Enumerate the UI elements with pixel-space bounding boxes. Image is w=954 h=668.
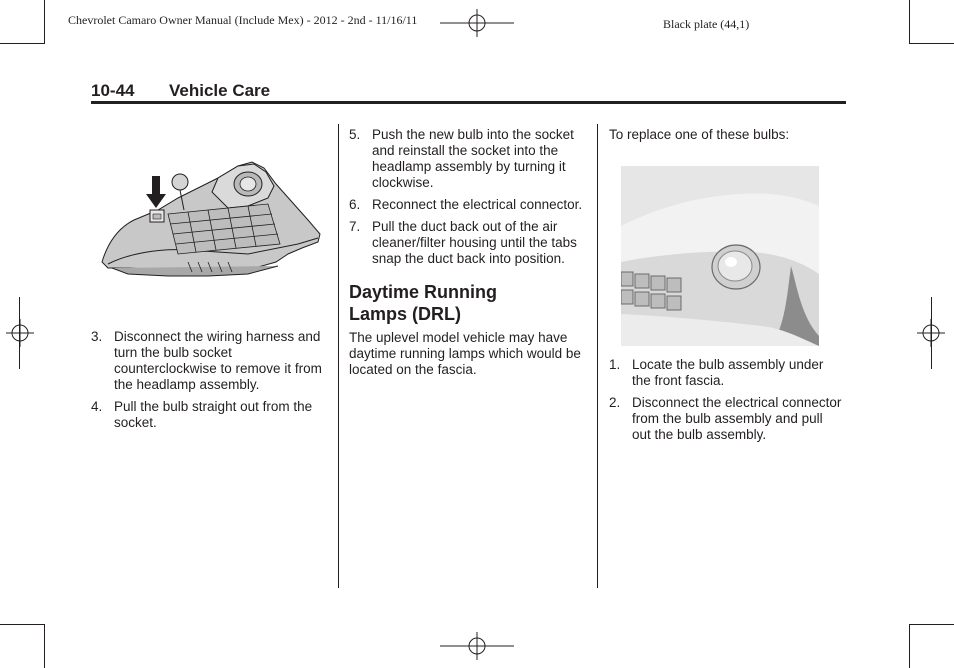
- step-text: Pull the bulb straight out from the socket.: [114, 399, 313, 430]
- registration-line: [19, 297, 20, 369]
- crop-mark: [910, 43, 954, 44]
- step-number: 7.: [349, 219, 361, 234]
- column-2: [349, 127, 585, 378]
- step-list: [349, 127, 585, 267]
- column-1: [91, 329, 327, 437]
- column-3: [609, 127, 845, 143]
- crop-mark: [909, 0, 910, 44]
- step-number: 3.: [91, 329, 103, 344]
- crop-mark: [44, 0, 45, 44]
- step-text: Disconnect the electrical connector from the bulb assembly and pull out the bulb assembly.: [632, 395, 842, 442]
- crop-mark: [0, 43, 44, 44]
- step-number: 6.: [349, 197, 361, 212]
- registration-line: [440, 22, 514, 24]
- crop-mark: [0, 624, 44, 625]
- plate-info-left: Chevrolet Camaro Owner Manual (Include Mex) - 2012 - 2nd - 11/16/11: [68, 13, 418, 27]
- list-item: [609, 357, 845, 389]
- step-text: Push the new bulb into the socket and reinstall the socket into the headlamp assembly by turning it clockwise.: [372, 127, 574, 190]
- page-header: [91, 81, 270, 101]
- crop-mark: [44, 624, 45, 668]
- column-3-steps: [609, 357, 845, 449]
- list-item: [91, 329, 327, 393]
- plate-info-right: Black plate (44,1): [663, 17, 750, 31]
- step-number: 4.: [91, 399, 103, 414]
- step-text: Locate the bulb assembly under the front fascia.: [632, 357, 824, 388]
- registration-line: [440, 645, 514, 647]
- step-text: Pull the duct back out of the air cleaner/filter housing until the tabs snap the duct back into position.: [372, 219, 577, 266]
- registration-line: [931, 297, 932, 369]
- crop-mark: [909, 624, 910, 668]
- step-text: Reconnect the electrical connector.: [372, 197, 583, 212]
- list-item: [609, 395, 845, 443]
- registration-mark-icon: [6, 319, 34, 347]
- step-text: Disconnect the wiring harness and turn the bulb socket counterclockwise to remove it from the headlamp assembly.: [114, 329, 322, 392]
- list-item: [349, 197, 585, 213]
- list-item: [349, 219, 585, 267]
- section-body: The uplevel model vehicle may have daytime running lamps which would be located on the fascia.: [349, 330, 581, 377]
- list-item: [349, 127, 585, 191]
- list-item: [91, 399, 327, 431]
- section-name: Vehicle Care: [169, 81, 271, 100]
- step-number: 5.: [349, 127, 361, 142]
- header-rule: [91, 101, 846, 104]
- step-list: [91, 329, 327, 431]
- step-list: [609, 357, 845, 443]
- column-divider: [597, 124, 598, 588]
- step-number: 1.: [609, 357, 621, 372]
- intro-text: To replace one of these bulbs:: [609, 127, 790, 142]
- step-number: 2.: [609, 395, 621, 410]
- column-divider: [338, 124, 339, 588]
- crop-mark: [910, 624, 954, 625]
- page-number: 10-44: [91, 81, 135, 100]
- front-fascia-fog-lamp-illustration: [621, 166, 819, 346]
- headlamp-assembly-illustration: [98, 158, 324, 280]
- section-title: Daytime Running Lamps (DRL): [349, 282, 498, 324]
